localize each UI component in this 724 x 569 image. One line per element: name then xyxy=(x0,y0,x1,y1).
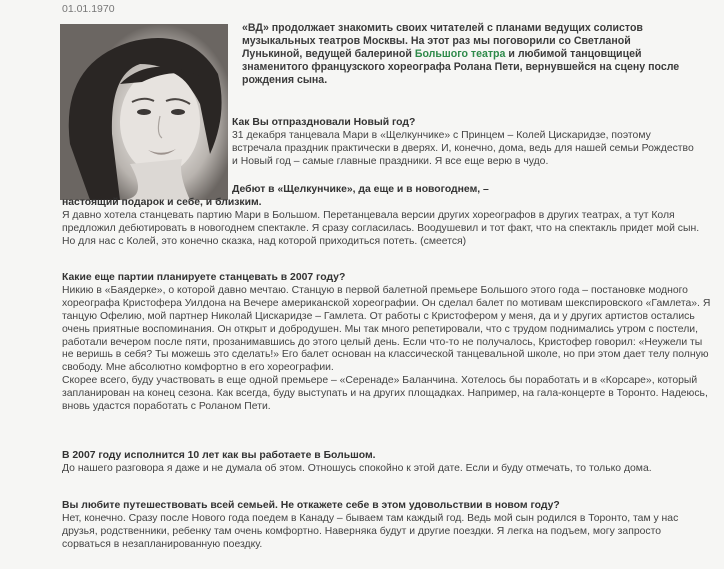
qa-block-5 xyxy=(62,500,712,552)
answer-3-part-2: Скорее всего, буду участвовать в еще одной премьере – «Серенаде» Баланчина. Хотелось бы поработать и в «Корсаре», который запланирован на конец сезона. Как всегда, буду выступать и на других площадках. Например, на гала-концерте в Торонто. Надеюсь, вновь удастся поработать с Роланом Пети. xyxy=(62,375,708,413)
bolshoi-theatre-link[interactable]: Большого театра xyxy=(414,48,506,61)
portrait-photo xyxy=(60,24,228,200)
answer-5: Нет, конечно. Сразу после Нового года поедем в Канаду – бываем там каждый год. Ведь мой сын родился в Торонто, там у нас друзья, родственники, ребенку там очень комфортно. Наверняка будут и другие поездки. Я легка на подъем, могу запросто сорваться в незапланированную поездку. xyxy=(62,512,679,550)
article-intro xyxy=(242,22,682,87)
answer-2: Я давно хотела станцевать партию Мари в Большом. Перетанцевала версии других хореографов в других театрах, а тут Коля предложил дебютировать в новогоднем спектакле. Я сразу согласилась. Воодушевил и тот факт, что на спектакль придет мой сын. Но для нас с Колей, это конечно сказка, над которой приходиться потеть. (смеется) xyxy=(62,209,700,247)
question-2-line-2: настоящий подарок и себе, и близким. xyxy=(62,197,262,208)
question-2-line-1-wrap xyxy=(232,184,702,197)
question-3: Какие еще партии планируете станцевать в 2007 году? xyxy=(62,272,346,283)
qa-block-2 xyxy=(62,197,712,249)
question-5: Вы любите путешествовать всей семьей. Не откажете себе в этом удовольствии в новом году? xyxy=(62,500,560,511)
qa-block-1 xyxy=(232,117,702,169)
article-date: 01.01.1970 xyxy=(62,3,115,15)
question-1: Как Вы отпраздновали Новый год? xyxy=(232,117,416,128)
answer-1: 31 декабря танцевала Мари в «Щелкунчике» с Принцем – Колей Цискаридзе, поэтому встречала праздник практически в дверях. И, конечно, дома, ведь для нашей семьи Рождество и Новый год – самые главные праздники. Я все еще верю в чудо. xyxy=(232,129,694,167)
portrait-image xyxy=(60,24,228,200)
intro-text-2: и любимой танцовщицей знаменитого французского хореографа Ролана Пети, вернувшейся на сцену после рождения сына. xyxy=(242,48,680,87)
answer-4: До нашего разговора я даже и не думала об этом. Отношусь спокойно к этой дате. Если и буду отмечать, то только дома. xyxy=(62,462,652,474)
qa-block-3 xyxy=(62,272,712,414)
question-2-line-1: Дебют в «Щелкунчике», да еще и в новогоднем, – xyxy=(232,184,489,195)
answer-3-part-1: Никию в «Баядерке», о которой давно мечтаю. Станцую в первой балетной премьере Большого этого года – постановке модного хореографа Кристофера Уилдона на Вечере американской хореографии. Он сделал балет по мотивам шекспировского «Гамлета». Я танцую Офелию, мой партнер Николай Цискаридзе – Гамлета. От работы с Кристофером у меня, да и у других артистов остались очень приятные воспоминания. Он открыт и добродушен. Мы так много репетировали, что с трудом поднимались утром с постели, работали вечером после пяти, прозанимавшись до этого целый день. Если что-то не получалось, Кристофер говорил: «Неужели ты не веришь в себя? Ты можешь это сделать!» Его балет основан на классической танцевальной школе, но при этом дает телу полную свободу. Мне абсолютно комфортно в его хореографии. xyxy=(62,284,711,374)
qa-block-4 xyxy=(62,450,712,476)
question-4: В 2007 году исполнится 10 лет как вы работаете в Большом. xyxy=(62,450,376,461)
intro-text-1: «ВД» продолжает знакомить своих читателей с планами ведущих солистов музыкальных театров Москвы. На этот раз мы поговорили со Светланой Лунькиной, ведущей балериной xyxy=(242,22,643,61)
